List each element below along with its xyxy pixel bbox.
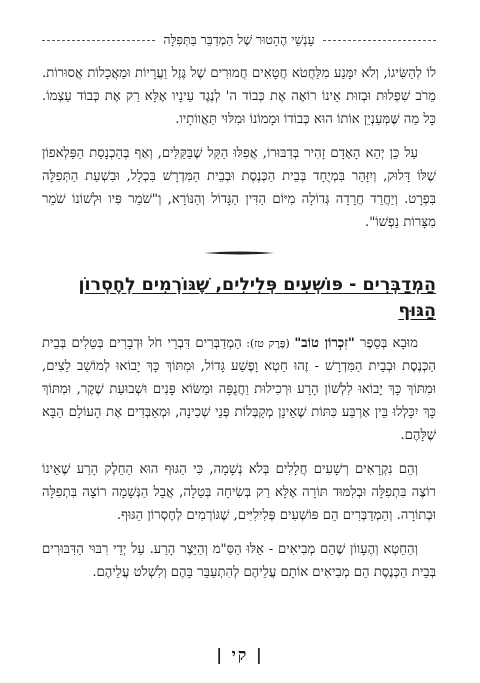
divider-ornament-icon [204, 249, 274, 257]
paragraph-lead: מוּבָא בְּסֵפֶר [354, 336, 418, 351]
section-divider [42, 248, 436, 258]
source-reference: (פֶּרֶק טז): [241, 337, 295, 350]
running-head [42, 30, 436, 50]
body-paragraph: לוֹ לְהַשִּׂיגוֹ, וְלֹא יִמָּנַע מִלַּחֲטֹא חֲטָאִים חֲמוּרִים שֶׁל גֶּזֶל וַעֲרָיוֹת וּמַאֲכָלוֹת אֲסוּרוֹת. מֵרֹב שִׁפְלוּת וּבְזוּת אֵינוֹ רוֹאֶה אֶת כְּבוֹד ה' לְנֶגֶד עֵינָיו אֶלָּא רַק אֶת כְּבוֹד עַצְמוֹ. כָּל מַה שֶּׁמְּעַנְיֵן אוֹתוֹ הוּא כְּבוֹדוֹ וּמָמוֹנוֹ וּמִלּוּי תַּאֲווֹתָיו. [42, 66, 436, 127]
page-number: | קי | [216, 645, 264, 664]
running-head-rule-left [42, 40, 155, 41]
book-title: "זִכְרוֹן טוֹב" [294, 336, 355, 351]
paragraph-text: הַמְדַבְּרִים דִּבְרֵי חֹל וּדְבָרִים בְּטֵלִים בְּבֵית הַכְּנֶסֶת וּבְבֵית הַמִּדְרָשׁ - זֶהוּ חֵטְא וָפֶשַׁע גָּדוֹל, וּמִתּוֹךְ כָּךְ יָבוֹאוּ לְמוֹשַׁב לֵצִים, וּמִתּוֹךְ כָּךְ יָבוֹאוּ לִלְשׁוֹן הָרָע וּרְכִילוּת וַחֲנֻפָּה וּמַשּׂוֹא פָּנִים וּשְׁבוּעַת שֶׁקֶר, וּמִתּוֹךְ כָּךְ יִכָּלְלוּ בֵּין אַרְבַּע כִּתּוֹת שֶׁאֵינָן מְקַבְּלוֹת פְּנֵי שְׁכִינָה, וּמְאַבְּדִים אֶת הָעוֹלָם הַבָּא שֶׁלָּהֶם. [42, 336, 436, 443]
running-head-rule-right [323, 40, 436, 41]
body-paragraph: וְהַחֵטְא וְהֶעָווֹן שֶׁהֵם מְבִיאִים - אֵלּוּ הַסַּ"מ וְהַיֵּצֶר הָרַע. עַל יְדֵי רִבּוּי הַדִּבּוּרִים בְּבֵית הַכְּנֶסֶת הֵם מְבִיאִים אוֹתָם עֲלֵיהֶם לְהִתְעַבֵּר בָּהֶם וְלִשְׁלֹט עֲלֵיהֶם. [42, 542, 436, 580]
running-head-title: עָנְשֵׁי הֶהָטוּר שֶׁל הַמְדַבֵּר בַּתְּפִלָּה [163, 32, 315, 47]
page-body [42, 62, 436, 584]
body-paragraph [42, 332, 436, 447]
body-paragraph: וְהֵם נִקְרָאִים רְשָׁעִים חֲלָלִים בְּלֹא נְשָׁמָה, כִּי הַגּוּף הוּא הַחֵלֶק הָרַע שֶׁאֵינוֹ רוֹצֶה בִּתְפִלָּה וּבְלִמּוּד תּוֹרָה אֶלָּא רַק בְּשִׂיחָה בְּטֵלָה, אֲבָל הַנְּשָׁמָה רוֹצָה בִּתְפִלָּה וּבְתוֹרָה. וְהַמְדַבְּרִים הֵם פּוֹשְׁעִים פְּלִילִיִּים, שֶׁגּוֹרְמִים לְחֶסְרוֹן הַגּוּף. [42, 462, 436, 523]
body-paragraph: עַל כֵּן יְהֵא הָאָדָם זָהִיר בְּדִבּוּרוֹ, אֲפִלּוּ הַקַּל שֶׁבַּקַּלִּים, וְאַף בְּהַכְנָסַת הַפַּלְאפוֹן שֶׁלּוֹ דָּלוּק, וְיִזָּהֵר בִּמְיֻחָד בְּבֵית הַכְּנֶסֶת וּבְבֵית הַמִּדְרָשׁ בִּכְלָל, וּבִשְׁעַת הַתְּפִלָּה בִּפְרָט. וְיַחֲרֵד חֲרָדָה גְּדוֹלָה מִיּוֹם הַדִּין הַגָּדוֹל וְהַנּוֹרָא, וְ"שֹׁמֵר פִּיו וּלְשׁוֹנוֹ שֹׁמֵר מִצָּרוֹת נַפְשׁוֹ". [42, 146, 436, 230]
section-heading: הַמְדַבְּרִים - פּוֹשְׁעִים פְּלִילִים, שֶׁגּוֹרְמִים לְחֶסְרוֹן הַגּוּף [78, 275, 436, 321]
